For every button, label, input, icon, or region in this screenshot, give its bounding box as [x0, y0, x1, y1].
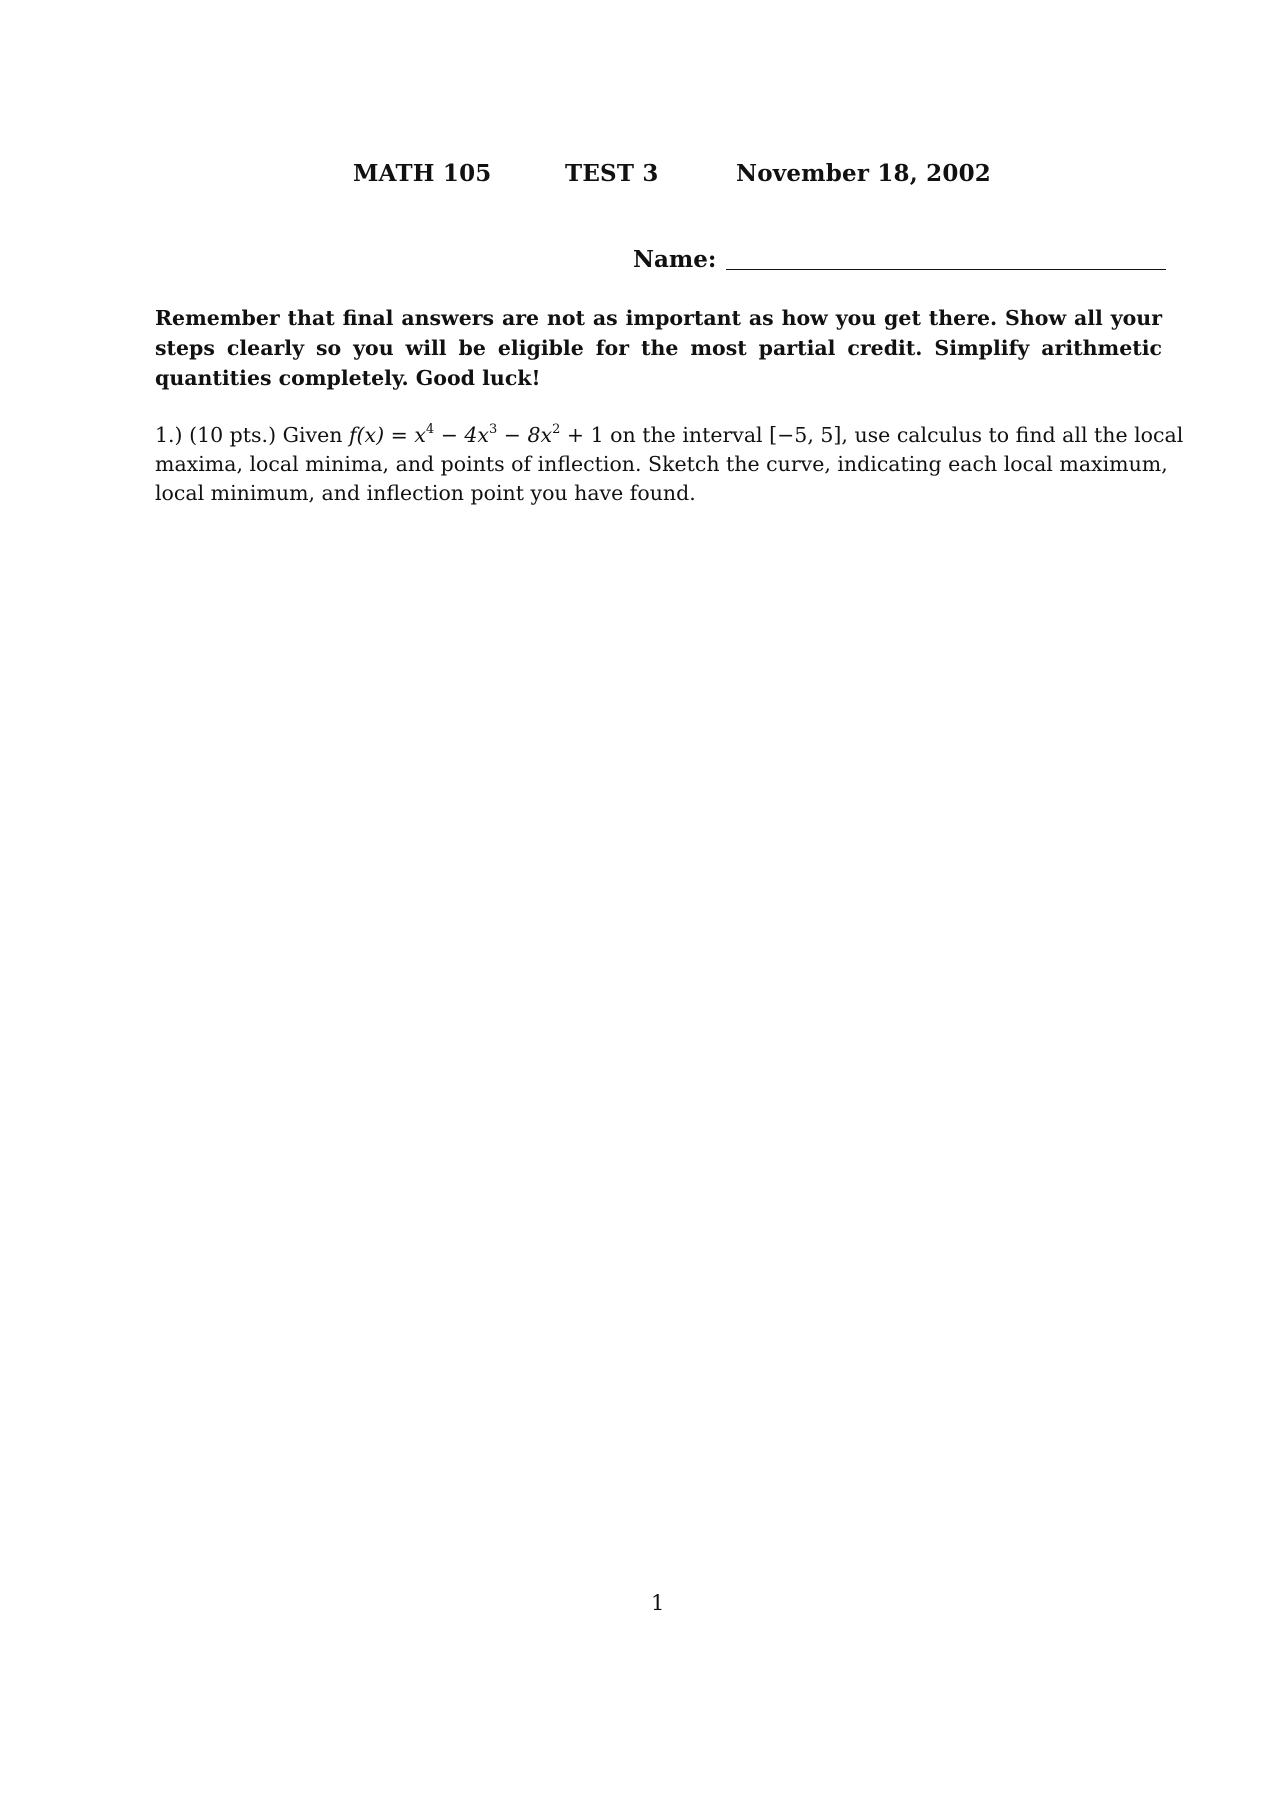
instructions-line-3: quantities completely. Good luck! [155, 366, 541, 390]
equals-sign: = [384, 423, 415, 447]
problem-1-line-3: local minimum, and inflection point you have found. [155, 481, 696, 505]
term-3: − 8x [497, 423, 553, 447]
term-3-exponent: 2 [552, 422, 561, 437]
instructions-line-1: Remember that final answers are not as important as how you get there. Show all your [155, 306, 1162, 330]
instructions-line-2: steps clearly so you will be eligible for the most partial credit. Simplify arithmetic [155, 336, 1162, 360]
function-lhs: f(x) [348, 423, 385, 447]
name-field [633, 246, 1166, 273]
term-1: x [414, 423, 426, 447]
course-title: MATH 105 [353, 160, 492, 187]
instructions [155, 303, 1162, 393]
problem-1-suffix: on the interval [−5, 5], use calculus to find all the local [603, 423, 1184, 447]
problem-1 [155, 421, 1184, 508]
term-4: + 1 [560, 423, 604, 447]
problem-1-line-2: maxima, local minima, and points of inflection. Sketch the curve, indicating each local maximum, [155, 452, 1168, 476]
term-2: − 4x [434, 423, 489, 447]
term-2-exponent: 3 [489, 422, 498, 437]
term-1-exponent: 4 [425, 422, 435, 437]
name-blank-line[interactable] [726, 249, 1166, 270]
page-number: 1 [651, 1591, 665, 1615]
test-date: November 18, 2002 [736, 160, 991, 187]
name-label: Name: [633, 246, 717, 273]
problem-1-prefix: 1.) (10 pts.) Given [155, 423, 349, 447]
test-title: TEST 3 [565, 160, 659, 187]
problem-1-line-1 [155, 421, 1184, 450]
